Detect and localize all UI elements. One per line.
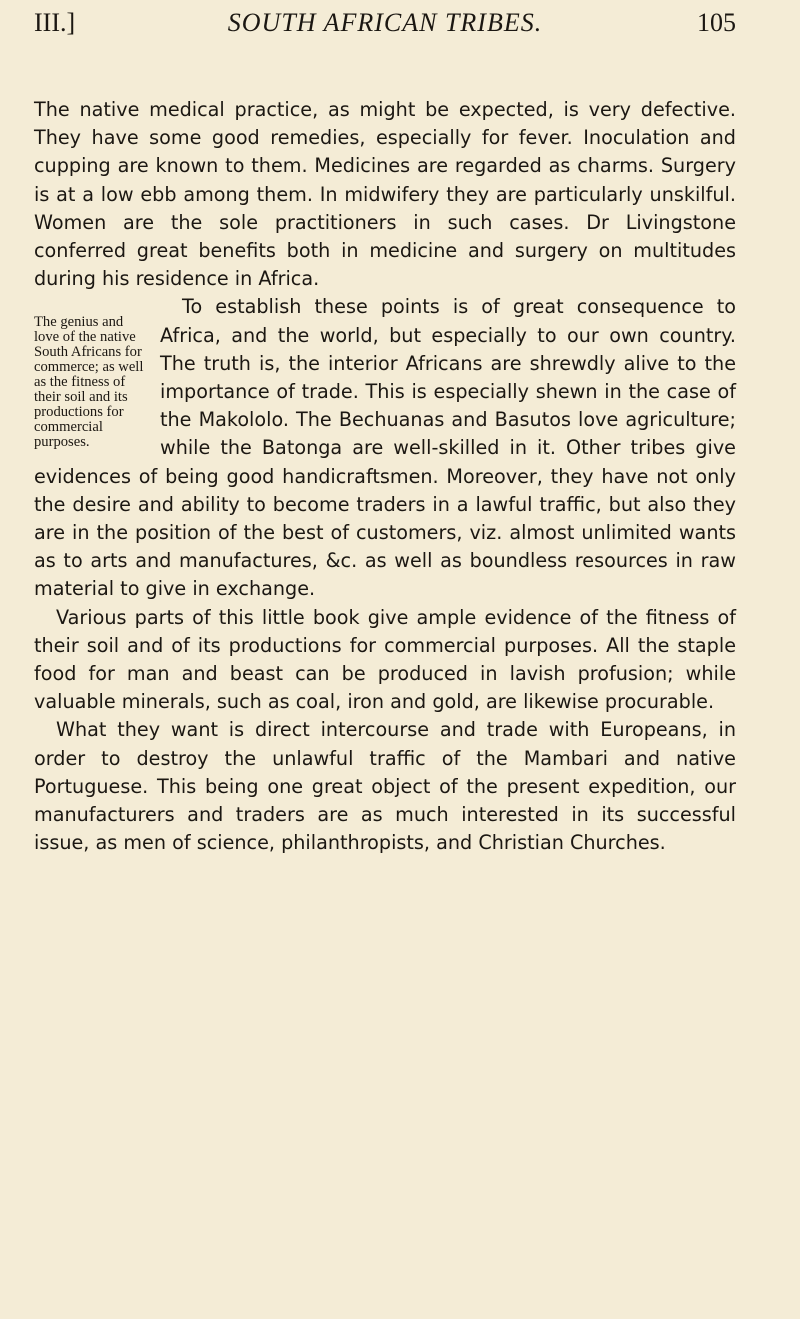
- running-title: SOUTH AFRICAN TRIBES.: [227, 8, 543, 37]
- paragraph-medical-practice: The native medical practice, as might be expected, is very defective. They have some good remedies, especially for fever. Inoculation and cupping are known to them. Medicines are regarded as charms. Surgery is at a low ebb among them. In midwifery they are particularly unskilful. Women are the sole practitioners in such cases. Dr Livingstone conferred great benefits both in medicine and surgery on multitudes during his residence in Africa.: [34, 98, 736, 291]
- paragraph-intercourse-trade: What they want is direct intercourse and trade with Europeans, in order to destroy the unlawful traffic of the Mambari and native Portuguese. This being one great object of the present expedition, our manufacturers and traders are as much interested in its successful issue, as men of science, philanthropists, and Christian Churches.: [34, 718, 736, 855]
- running-head: [34, 8, 736, 48]
- body-text: [34, 96, 736, 857]
- page-number: 105: [697, 8, 736, 37]
- chapter-marker: III.]: [34, 8, 76, 37]
- paragraph-soil-productions: Various parts of this little book give ample evidence of the fitness of their soil and of its productions for commercial purposes. All the staple food for man and beast can be produced in lavish profusion; while valuable minerals, such as coal, iron and gold, are likewise procurable.: [34, 605, 736, 714]
- paragraph-commerce: To establish these points is of great consequence to Africa, and the world, but especially to our own country. The truth is, the interior Africans are shrewdly alive to the importance of trade. This is especially shewn in the case of the Makololo. The Bechuanas and Basutos love agriculture; while the Batonga are well-skilled in it. Other tribes give evidences of being good handicraftsmen. Moreover, they have not only the desire and ability to become traders in a lawful traffic, but also they are in the position of the best of customers, viz. almost unlimited wants as to arts and manufactures, &c. as well as boundless resources in raw material to give in exchange.: [34, 295, 736, 601]
- margin-sidenote: The genius and love of the native South Africans for commerce; as well as the fitness of their soil and its productions for commercial purposes.: [34, 314, 144, 450]
